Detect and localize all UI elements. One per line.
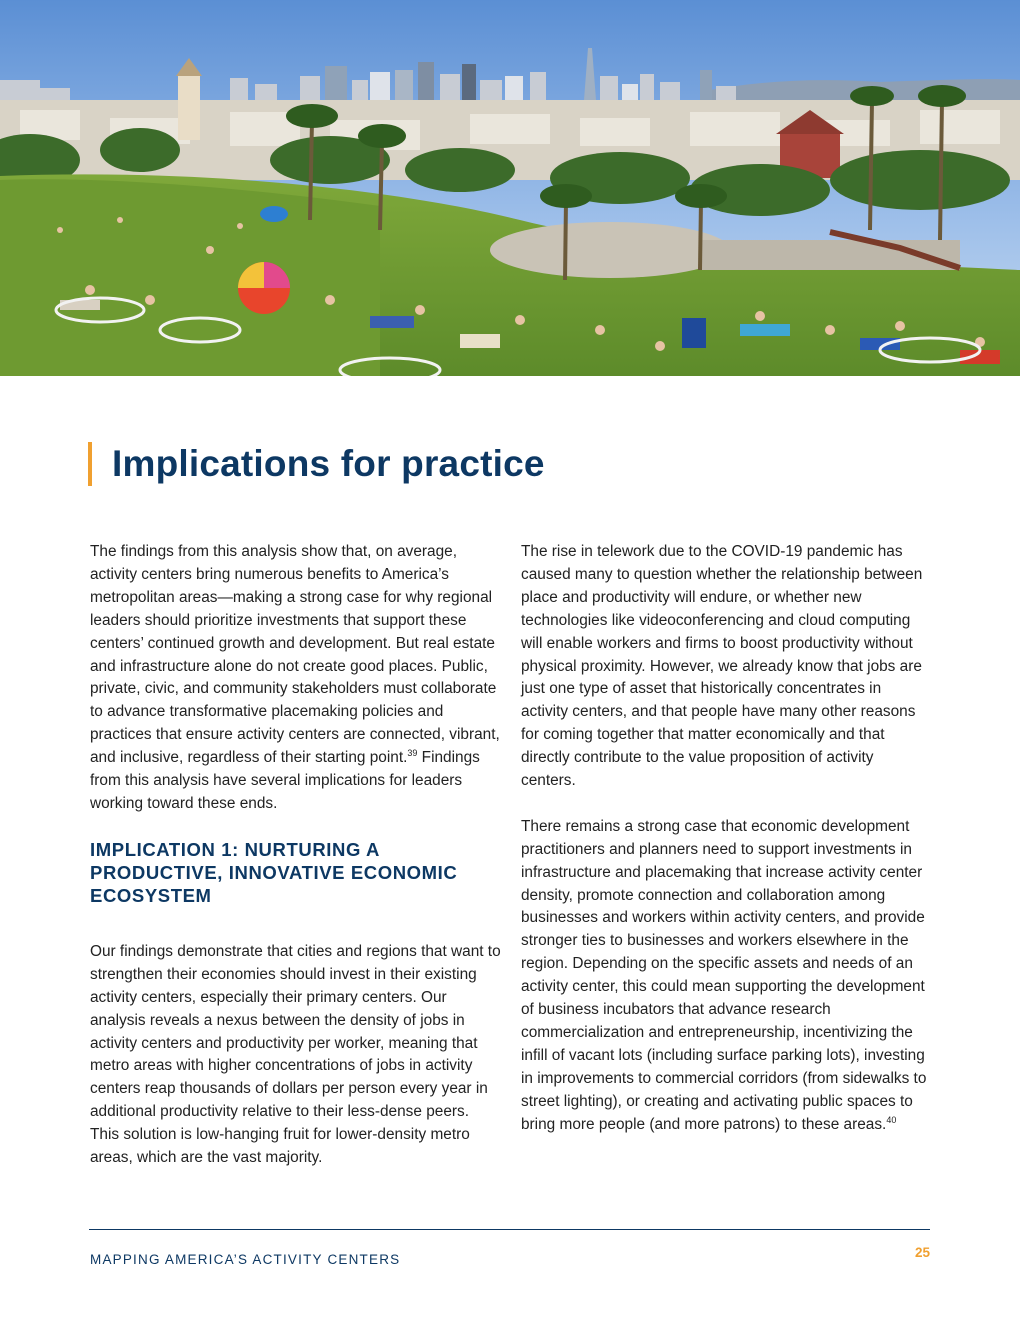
implication-body: Our findings demonstrate that cities and regions that want to strengthen their economies should invest in their existing activity centers, especially their primary centers. Our analysis reveals a nexus between the density of jobs in activity centers and productivity per worker, meaning that metro areas with higher concentrations of jobs in activity centers reap thousands of dollars per person every year in additional productivity relative to their less-dense peers. This solution is low-hanging fruit for lower-density metro areas, which are the vast majority. — [90, 942, 501, 1167]
telework-paragraph: The rise in telework due to the COVID-19 pandemic has caused many to question whether the relationship between place and productivity will endure, or whether new technologies like videoconferencing and cloud computing will enable workers and firms to boost productivity without physical proximity. However, we already know that jobs are just one type of asset that historically concentrates in activity centers, and that people have many other reasons for coming together that matter economically and that directly contribute to the value proposition of activity centers. — [521, 543, 923, 790]
left-column — [90, 541, 502, 1170]
right-column — [521, 541, 931, 1137]
footnote-ref-40[interactable]: 40 — [886, 1114, 897, 1125]
hero-photo — [0, 0, 1020, 376]
section-title-block — [88, 442, 545, 486]
strong-case-paragraph — [521, 816, 931, 1137]
intro-text: The findings from this analysis show that, on average, activity centers bring numerous benefits to America’s metropolitan areas—making a strong case for why regional leaders should prioritize investments that support these centers’ continued growth and development. But real estate and infrastructure alone do not create good places. Public, private, civic, and community stakeholders must collaborate to advance transformative placemaking policies and practices that ensure activity centers are connected, vibrant, and inclusive, regardless of their starting point. — [90, 543, 500, 767]
park-skyline-illustration — [0, 0, 1020, 376]
footnote-ref-39[interactable]: 39 — [407, 748, 418, 759]
intro-text-tail: Findings from this analysis have several implications for leaders working toward these ends. — [90, 749, 480, 812]
implication-heading: IMPLICATION 1: NURTURING A PRODUCTIVE, INNOVATIVE ECONOMIC ECOSYSTEM — [90, 838, 458, 906]
page-number: 25 — [914, 1245, 930, 1260]
footer-report-title: MAPPING AMERICA’S ACTIVITY CENTERS — [90, 1252, 401, 1267]
footer-divider — [89, 1229, 930, 1230]
intro-paragraph — [90, 541, 502, 816]
strong-case-text: There remains a strong case that economic development practitioners and planners need to support investments in infrastructure and placemaking that increase activity center density, promote connection and collaboration among businesses and workers within activity centers, and provide stronger ties to businesses and workers elsewhere in the region. Depending on the specific assets and needs of an activity center, this could mean supporting the development of business incubators that advance research commercialization and entrepreneurship, incentivizing the infill of vacant lots (including surface parking lots), investing in improvements to commercial corridors (from sidewalks to street lighting), or creating and activating public spaces to bring more people (and more patrons) to these areas. — [521, 817, 927, 1133]
page-title: Implications for practice — [112, 443, 545, 484]
